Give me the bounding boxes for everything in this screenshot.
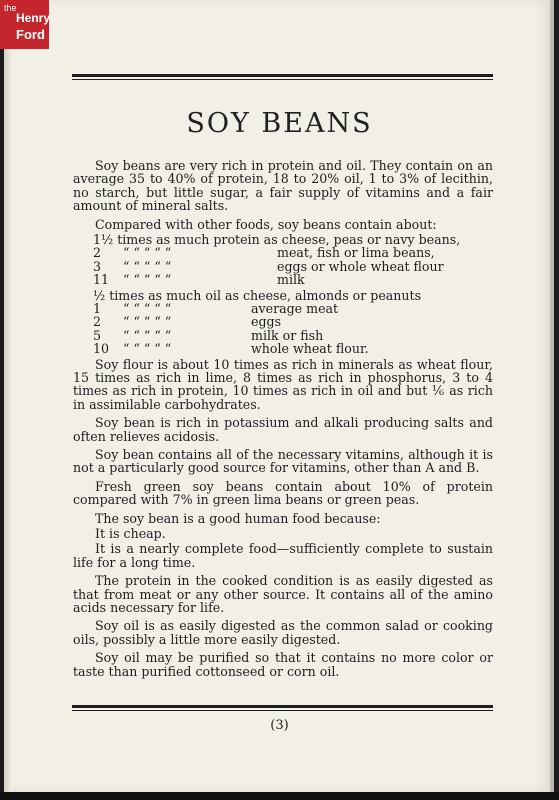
table-row bbox=[93, 260, 493, 273]
row-number: 3 bbox=[93, 258, 102, 274]
paragraph-complete-food: It is a nearly complete food—sufficiently complete to sustain life for a long time. bbox=[73, 541, 493, 570]
logo-line-2: Henry bbox=[16, 11, 51, 25]
paragraph-purified-oil: Soy oil may be purified so that it contains no more color or taste than purified cottonseed or corn oil. bbox=[73, 650, 493, 679]
table-row bbox=[93, 233, 493, 246]
row-number: 5 bbox=[93, 327, 102, 343]
oil-comparison-table bbox=[93, 289, 493, 356]
row-item: milk bbox=[277, 272, 305, 288]
table-row-lead: ½ times as much oil as cheese, almonds or peanuts bbox=[93, 287, 422, 303]
row-item: milk or fish bbox=[251, 327, 324, 343]
table-row bbox=[93, 302, 493, 315]
bottom-double-rule bbox=[72, 705, 493, 713]
page-title: SOY BEANS bbox=[186, 108, 373, 139]
ditto-marks: “ “ “ “ “ bbox=[123, 341, 172, 357]
top-double-rule bbox=[72, 74, 493, 82]
row-number: 1 bbox=[93, 300, 102, 316]
ditto-marks: “ “ “ “ “ bbox=[123, 314, 172, 330]
table-row-lead: 1½ times as much protein as cheese, peas or navy beans, bbox=[93, 232, 461, 248]
table-row bbox=[93, 315, 493, 328]
logo-line-3: Ford bbox=[16, 27, 45, 42]
scan-background-edge bbox=[0, 792, 559, 800]
row-number: 2 bbox=[93, 245, 102, 261]
paragraph-potassium: Soy bean is rich in potassium and alkali producing salts and often relieves acidosis. bbox=[73, 415, 493, 444]
row-item: whole wheat flour. bbox=[251, 341, 369, 357]
ditto-marks: “ “ “ “ “ bbox=[123, 272, 172, 288]
row-item: eggs bbox=[251, 314, 282, 330]
paragraph-protein-digest: The protein in the cooked condition is as easily digested as that from meat or any other source. It contains all of the amino acids necessary for life. bbox=[73, 573, 493, 616]
ditto-marks: “ “ “ “ “ bbox=[123, 300, 172, 316]
paragraph-soy-oil: Soy oil is as easily digested as the common salad or cooking oils, possibly a little more easily digested. bbox=[73, 618, 493, 647]
paragraph-intro: Soy beans are very rich in protein and oil. They contain on an average 35 to 40% of protein, 18 to 20% oil, 1 to 3% of lecithin, no starch, but little sugar, a fair supply of vitamins and a fair amount of mineral salts. bbox=[73, 158, 493, 214]
ditto-marks: “ “ “ “ “ bbox=[123, 258, 172, 274]
paragraph-compared: Compared with other foods, soy beans contain about: bbox=[95, 216, 437, 232]
paragraph-soy-flour: Soy flour is about 10 times as rich in minerals as wheat flour, 15 times as rich in lime, 8 times as rich in phosphorus, 3 to 4 times as rich in protein, 10 times as rich in oil and but ⅙ as rich in assimilable carbohydrates. bbox=[73, 356, 493, 412]
page-number: (3) bbox=[270, 718, 289, 733]
table-row bbox=[93, 246, 493, 259]
row-item: average meat bbox=[251, 300, 339, 316]
paragraph-cheap: It is cheap. bbox=[95, 526, 166, 542]
paragraph-vitamins: Soy bean contains all of the necessary vitamins, although it is not a particularly good source for vitamins, other than A and B. bbox=[73, 446, 493, 476]
row-number: 11 bbox=[93, 272, 110, 288]
row-item: eggs or whole wheat flour bbox=[277, 258, 444, 274]
row-item: meat, fish or lima beans, bbox=[277, 245, 435, 261]
henry-ford-logo bbox=[0, 0, 49, 49]
protein-comparison-table bbox=[93, 233, 493, 287]
table-row bbox=[93, 329, 493, 342]
paragraph-green-beans: Fresh green soy beans contain about 10% of protein compared with 7% in green lima beans or green peas. bbox=[73, 478, 493, 508]
table-row bbox=[93, 289, 493, 302]
row-number: 2 bbox=[93, 314, 102, 330]
logo-line-1: the bbox=[4, 3, 17, 13]
paragraph-good-food: The soy bean is a good human food because: bbox=[95, 510, 381, 526]
row-number: 10 bbox=[93, 341, 110, 357]
ditto-marks: “ “ “ “ “ bbox=[123, 245, 172, 261]
table-row bbox=[93, 342, 493, 355]
ditto-marks: “ “ “ “ “ bbox=[123, 327, 172, 343]
body-text bbox=[73, 159, 493, 683]
table-row bbox=[93, 273, 493, 286]
